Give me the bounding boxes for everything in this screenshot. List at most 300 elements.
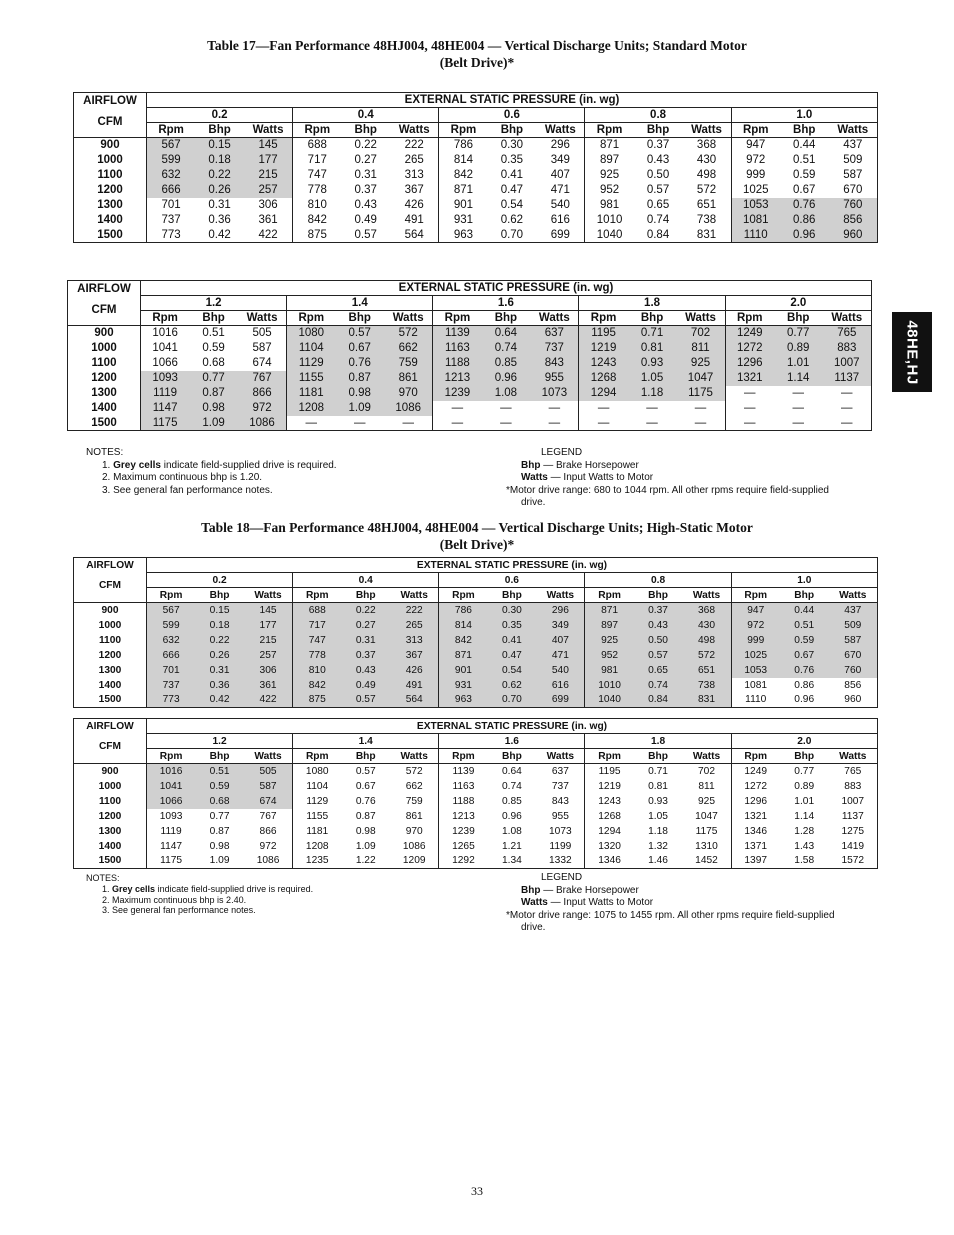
data-cell: 0.59: [195, 779, 244, 794]
data-cell: 0.51: [793, 154, 816, 166]
data-cell: 0.43: [341, 663, 390, 678]
data-cell: 587: [829, 168, 878, 183]
data-cell: 1081: [731, 213, 780, 228]
note-2: 2. Maximum continuous bhp is 1.20.: [102, 472, 263, 484]
data-cell: 0.67: [335, 341, 384, 356]
data-cell: 1016: [141, 326, 190, 341]
data-cell: 1119: [141, 386, 190, 401]
data-cell: 0.15: [195, 603, 244, 618]
data-cell: 0.43: [634, 618, 683, 633]
table17-legend: [506, 447, 829, 510]
data-cell: 1208: [287, 401, 336, 416]
data-cell: 773: [147, 693, 196, 708]
table-row: [74, 603, 878, 618]
unit-header: Rpm: [287, 311, 336, 326]
data-cell: 670: [829, 648, 878, 663]
data-cell: 955: [530, 371, 579, 386]
data-cell: 737: [536, 779, 585, 794]
data-cell: 963: [439, 228, 488, 243]
unit-header: Bhp: [482, 311, 531, 326]
data-cell: —: [500, 402, 512, 414]
data-cell: 1086: [238, 416, 287, 431]
header-row-esp: [74, 558, 878, 573]
data-cell: 972: [731, 153, 780, 168]
data-cell: 1.43: [794, 840, 815, 852]
data-cell: 925: [585, 633, 634, 648]
data-cell: 0.31: [208, 199, 231, 211]
data-cell: 717: [293, 153, 342, 168]
side-tab-label: 48HE,HJ: [903, 319, 921, 385]
data-cell: 0.77: [189, 371, 238, 386]
data-cell: 0.74: [482, 341, 531, 356]
data-cell: 1.46: [648, 855, 668, 867]
data-cell: 1.21: [501, 840, 522, 852]
data-cell: 430: [682, 153, 731, 168]
notes-heading: NOTES:: [86, 873, 120, 883]
data-cell: 0.31: [354, 169, 377, 181]
data-cell: 145: [244, 603, 293, 618]
data-cell: 1104: [293, 779, 342, 794]
note-1-text: indicate field-supplied drive is required.: [157, 883, 314, 894]
data-cell: 0.59: [202, 342, 225, 354]
data-cell: 1265: [439, 839, 488, 854]
data-cell: 1371: [731, 839, 780, 854]
airflow-label: AIRFLOW: [86, 560, 134, 571]
data-cell: —: [676, 401, 725, 416]
data-cell: 0.51: [202, 327, 225, 340]
data-cell: 1093: [147, 809, 196, 824]
data-cell: 670: [829, 183, 878, 198]
data-cell: —: [287, 416, 336, 431]
data-cell: 702: [676, 326, 725, 341]
unit-header: Bhp: [780, 588, 829, 603]
data-cell: 1163: [439, 779, 488, 794]
data-cell: 1129: [293, 794, 342, 809]
data-cell: 349: [536, 618, 585, 633]
data-cell: 0.22: [195, 168, 244, 183]
data-cell: 564: [390, 228, 439, 243]
data-cell: 368: [682, 603, 731, 618]
unit-header: Rpm: [141, 311, 190, 326]
data-cell: 1163: [433, 341, 482, 356]
pressure-header: 2.0: [731, 734, 877, 749]
data-cell: 1213: [439, 809, 488, 824]
legend-bhp-term: Bhp: [521, 459, 541, 471]
cfm-label: CFM: [98, 580, 122, 591]
data-cell: 831: [682, 228, 731, 243]
unit-header: Watts: [238, 311, 287, 326]
data-cell: 0.77: [774, 326, 823, 341]
legend-bhp-def: — Brake Horsepower: [543, 459, 639, 471]
data-cell: 1080: [293, 764, 342, 779]
unit-header: Watts: [384, 311, 433, 326]
esp-header: EXTERNAL STATIC PRESSURE (in. wg): [141, 281, 872, 296]
table18-legend: [506, 872, 835, 935]
data-cell: 1572: [829, 854, 878, 869]
data-cell: 1047: [682, 809, 731, 824]
data-cell: 925: [585, 168, 634, 183]
data-cell: 1213: [433, 371, 482, 386]
data-cell: 0.70: [500, 228, 524, 241]
data-cell: 0.68: [195, 794, 244, 809]
data-cell: 0.96: [501, 810, 522, 822]
data-cell: 0.43: [646, 154, 670, 166]
table-row: [68, 341, 872, 356]
data-cell: 0.67: [355, 780, 376, 792]
data-cell: 509: [829, 618, 878, 633]
data-cell: 0.98: [209, 840, 230, 852]
data-cell: —: [500, 416, 512, 429]
data-cell: 897: [585, 153, 634, 168]
data-cell: 842: [439, 168, 488, 183]
data-cell: —: [433, 401, 482, 416]
data-cell: 1007: [823, 356, 872, 371]
data-cell: 0.57: [634, 648, 683, 663]
data-cell: 871: [585, 603, 634, 618]
data-cell: 1175: [682, 824, 731, 839]
data-cell: 1175: [676, 386, 725, 401]
data-cell: 947: [731, 138, 780, 153]
data-cell: 587: [238, 341, 287, 356]
airflow-header: [68, 281, 141, 326]
table-row: [68, 386, 872, 401]
data-cell: 1016: [147, 764, 196, 779]
data-cell: 313: [390, 633, 439, 648]
data-cell: 843: [536, 794, 585, 809]
data-cell: 0.41: [500, 169, 524, 181]
data-cell: 1010: [585, 213, 634, 228]
pressure-header: 0.4: [293, 573, 439, 588]
data-cell: 0.74: [646, 214, 670, 226]
data-cell: 701: [147, 663, 196, 678]
data-cell: 759: [384, 356, 433, 371]
data-cell: 1.22: [355, 855, 376, 867]
data-cell: 747: [293, 168, 342, 183]
unit-header: Rpm: [147, 749, 196, 764]
unit-header: Bhp: [628, 311, 677, 326]
unit-header: Bhp: [195, 749, 244, 764]
data-cell: 1110: [731, 693, 780, 708]
data-cell: 572: [682, 183, 731, 198]
data-cell: 760: [829, 663, 878, 678]
data-cell: 505: [238, 326, 287, 341]
header-row-units: [68, 311, 872, 326]
data-cell: 1080: [287, 326, 336, 341]
data-cell: 701: [147, 198, 196, 213]
data-cell: —: [433, 416, 482, 431]
data-cell: —: [792, 387, 804, 399]
legend-bhp: [506, 460, 829, 473]
data-cell: 572: [390, 764, 439, 779]
pressure-header: 0.2: [147, 573, 293, 588]
data-cell: 1155: [293, 809, 342, 824]
data-cell: 0.57: [646, 184, 670, 196]
data-cell: 0.62: [488, 678, 537, 693]
data-cell: 1.28: [794, 825, 815, 837]
data-cell: —: [530, 416, 579, 431]
data-cell: 0.74: [501, 780, 522, 792]
data-cell: 0.47: [500, 184, 524, 196]
data-cell: 437: [829, 138, 878, 153]
data-cell: 1.01: [774, 356, 823, 371]
data-cell: 0.54: [488, 663, 537, 678]
data-cell: 717: [293, 618, 342, 633]
data-cell: 599: [147, 153, 196, 168]
data-cell: 0.74: [634, 678, 683, 693]
airflow-cfm: 1200: [74, 648, 147, 663]
table-row: [74, 693, 878, 708]
table18-part-a: [73, 557, 878, 708]
data-cell: 0.62: [500, 214, 524, 226]
data-cell: 0.84: [634, 693, 683, 708]
data-cell: 1139: [433, 326, 482, 341]
cfm-label: CFM: [91, 304, 117, 316]
data-cell: 572: [384, 326, 433, 341]
table-row: [74, 213, 878, 228]
airflow-cfm: 1000: [74, 779, 147, 794]
header-row-pressures: [74, 573, 878, 588]
data-cell: 1041: [141, 341, 190, 356]
data-cell: 0.47: [488, 648, 537, 663]
legend-watts-def: — Input Watts to Motor: [550, 897, 654, 909]
unit-header: Bhp: [341, 588, 390, 603]
legend-bhp-term: Bhp: [521, 884, 541, 896]
data-cell: 572: [682, 648, 731, 663]
legend-footnote-line1: *Motor drive range: 680 to 1044 rpm. All other rpms require field-supplied: [506, 484, 829, 496]
data-cell: 567: [147, 603, 196, 618]
legend-bhp: [506, 885, 835, 898]
data-cell: 1.09: [335, 401, 384, 416]
airflow-cfm: 1400: [74, 839, 147, 854]
legend-footnote-line1: *Motor drive range: 1075 to 1455 rpm. All other rpms require field-supplied: [506, 909, 835, 921]
data-cell: 215: [244, 168, 293, 183]
note-1-bold: Grey cells: [113, 459, 161, 471]
data-cell: 1.14: [794, 810, 815, 822]
table-row: [74, 809, 878, 824]
data-cell: 1.09: [355, 840, 376, 852]
pressure-header: 0.2: [147, 108, 293, 123]
data-cell: 177: [244, 153, 293, 168]
data-cell: 897: [585, 618, 634, 633]
airflow-cfm: 1400: [68, 401, 141, 416]
data-cell: 737: [530, 341, 579, 356]
data-cell: 1268: [579, 371, 628, 386]
unit-header: Watts: [829, 588, 878, 603]
data-cell: 407: [536, 168, 585, 183]
pressure-header: 0.6: [439, 108, 585, 123]
data-cell: —: [823, 401, 872, 416]
note-3: 3. See general fan performance notes.: [102, 905, 256, 916]
data-cell: 422: [244, 228, 293, 243]
unit-header: Rpm: [147, 588, 196, 603]
data-cell: —: [823, 386, 872, 401]
data-cell: 0.85: [482, 356, 531, 371]
airflow-header: [74, 93, 147, 138]
data-cell: 0.22: [195, 633, 244, 648]
data-cell: 587: [829, 633, 878, 648]
data-cell: 1147: [147, 839, 196, 854]
airflow-cfm: 1300: [74, 663, 147, 678]
data-cell: 1272: [725, 341, 774, 356]
data-cell: 407: [536, 633, 585, 648]
pressure-header: 0.4: [293, 108, 439, 123]
unit-header: Watts: [536, 588, 585, 603]
data-cell: 0.71: [628, 326, 677, 341]
unit-header: Bhp: [634, 123, 683, 138]
data-cell: 222: [390, 138, 439, 153]
data-cell: —: [725, 386, 774, 401]
data-cell: 0.57: [335, 326, 384, 341]
data-cell: 1239: [439, 824, 488, 839]
table-row: [74, 824, 878, 839]
data-cell: 1053: [731, 198, 780, 213]
data-cell: 306: [244, 663, 293, 678]
data-cell: 972: [244, 839, 293, 854]
data-cell: 871: [439, 183, 488, 198]
data-cell: 349: [536, 153, 585, 168]
data-cell: 1268: [585, 809, 634, 824]
unit-header: Watts: [536, 123, 585, 138]
data-cell: 1.18: [628, 386, 677, 401]
data-cell: 587: [244, 779, 293, 794]
table-row: [74, 633, 878, 648]
data-cell: 1137: [829, 809, 878, 824]
data-cell: 786: [439, 603, 488, 618]
unit-header: Rpm: [293, 749, 342, 764]
data-cell: 1188: [439, 794, 488, 809]
pressure-header: 1.4: [293, 734, 439, 749]
data-cell: 222: [390, 603, 439, 618]
unit-header: Rpm: [731, 749, 780, 764]
data-cell: 866: [244, 824, 293, 839]
airflow-cfm: 1300: [74, 198, 147, 213]
data-cell: 1332: [536, 854, 585, 869]
data-cell: 842: [293, 213, 342, 228]
data-cell: 955: [536, 809, 585, 824]
pressure-header: 2.0: [725, 296, 871, 311]
pressure-header: 1.0: [731, 108, 877, 123]
data-cell: 1139: [439, 764, 488, 779]
data-cell: 651: [682, 198, 731, 213]
data-cell: 0.77: [794, 765, 815, 777]
data-cell: 0.57: [354, 228, 377, 241]
data-cell: 0.51: [195, 764, 244, 779]
data-cell: 811: [682, 779, 731, 794]
table18-part-b: [73, 718, 878, 869]
data-cell: 1346: [585, 854, 634, 869]
data-cell: 0.65: [634, 663, 683, 678]
data-cell: 778: [293, 183, 342, 198]
data-cell: 831: [682, 693, 731, 708]
data-cell: 1188: [433, 356, 482, 371]
airflow-cfm: 1500: [74, 693, 147, 708]
data-cell: 1209: [390, 854, 439, 869]
unit-header: Watts: [829, 123, 878, 138]
airflow-cfm: 1100: [74, 794, 147, 809]
data-cell: 1040: [585, 693, 634, 708]
data-cell: 1041: [147, 779, 196, 794]
data-cell: 509: [829, 153, 878, 168]
data-cell: 931: [439, 213, 488, 228]
data-cell: 925: [682, 794, 731, 809]
table18-title-line1: Table 18—Fan Performance 48HJ004, 48HE004 — Vertical Discharge Units; High-Static Motor: [201, 520, 753, 535]
data-cell: 0.96: [780, 228, 829, 243]
pressure-header: 1.6: [433, 296, 579, 311]
unit-header: Watts: [682, 123, 731, 138]
data-cell: 737: [147, 678, 196, 693]
data-cell: 0.35: [500, 154, 524, 166]
pressure-header: 1.2: [141, 296, 287, 311]
data-cell: 1235: [293, 854, 342, 869]
data-cell: 426: [390, 198, 439, 213]
data-cell: 265: [390, 618, 439, 633]
data-cell: —: [646, 402, 658, 414]
note-2: 2. Maximum continuous bhp is 2.40.: [102, 894, 247, 905]
data-cell: 901: [439, 663, 488, 678]
data-cell: 1275: [829, 824, 878, 839]
cfm-label: CFM: [97, 116, 123, 128]
data-cell: 616: [536, 678, 585, 693]
data-cell: 0.36: [195, 678, 244, 693]
airflow-cfm: 1000: [74, 618, 147, 633]
data-cell: 1272: [731, 779, 780, 794]
data-cell: 1310: [682, 839, 731, 854]
data-cell: 0.96: [794, 694, 815, 706]
table-row: [74, 839, 878, 854]
unit-header: Bhp: [195, 123, 244, 138]
data-cell: 960: [829, 228, 878, 243]
airflow-label: AIRFLOW: [86, 721, 134, 732]
data-cell: 810: [293, 663, 342, 678]
data-cell: —: [579, 416, 628, 431]
table-row: [68, 401, 872, 416]
header-row-pressures: [68, 296, 872, 311]
table-row: [74, 648, 878, 663]
data-cell: 0.59: [793, 169, 816, 181]
data-cell: 0.67: [793, 184, 816, 196]
data-cell: 856: [829, 213, 878, 228]
data-cell: 1239: [433, 386, 482, 401]
data-cell: 491: [390, 213, 439, 228]
pressure-header: 1.8: [579, 296, 725, 311]
data-cell: 1181: [287, 386, 336, 401]
unit-header: Watts: [676, 311, 725, 326]
data-cell: 1.08: [501, 825, 522, 837]
unit-header: Bhp: [488, 749, 537, 764]
table-row: [74, 618, 878, 633]
pressure-header: 1.6: [439, 734, 585, 749]
data-cell: 1.14: [774, 371, 823, 386]
data-cell: 666: [147, 648, 196, 663]
data-cell: 1010: [585, 678, 634, 693]
data-cell: 747: [293, 633, 342, 648]
airflow-label: AIRFLOW: [83, 95, 137, 107]
data-cell: 738: [682, 213, 731, 228]
data-cell: 0.98: [355, 825, 376, 837]
header-row-esp: [74, 719, 878, 734]
airflow-cfm: 1400: [74, 678, 147, 693]
data-cell: 1195: [585, 764, 634, 779]
note-1-text: indicate field-supplied drive is required.: [163, 459, 337, 471]
table-row: [74, 678, 878, 693]
data-cell: 765: [829, 764, 878, 779]
data-cell: 0.57: [355, 765, 376, 777]
unit-header: Bhp: [195, 588, 244, 603]
data-cell: 0.41: [488, 633, 537, 648]
airflow-cfm: 900: [74, 603, 147, 618]
data-cell: 0.44: [793, 139, 816, 152]
data-cell: 0.67: [780, 648, 829, 663]
